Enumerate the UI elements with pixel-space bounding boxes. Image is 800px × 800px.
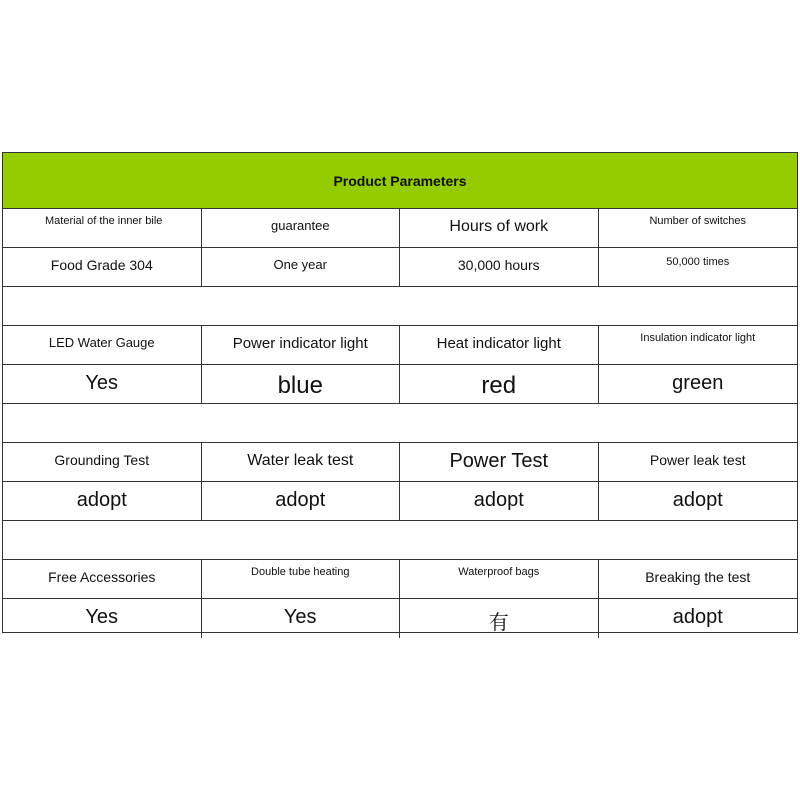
table-cell: adopt [202,482,401,520]
table-cell: LED Water Gauge [3,326,202,364]
table-row [3,443,797,482]
table-cell: Power indicator light [202,326,401,364]
table-cell: Yes [3,599,202,638]
table-cell: Yes [202,599,401,638]
table-cell: guarantee [202,209,400,247]
table-cell: Insulation indicator light [640,332,756,344]
table-cell: Grounding Test [3,443,202,481]
table-cell: Waterproof bags [400,560,599,598]
table-cell: Yes [3,365,202,403]
table-cell: Heat indicator light [400,326,599,364]
table-cell: Breaking the test [645,569,751,585]
product-parameters-table [2,152,798,633]
table-cell: adopt [400,482,599,520]
table-cell: adopt [672,606,723,628]
table-cell: Material of the inner bile [3,209,202,247]
table-row [3,209,797,248]
table-title: Product Parameters [3,153,797,209]
blank-row [3,287,797,326]
table-cell: blue [202,365,401,403]
table-cell: Double tube heating [202,560,401,598]
blank-row [3,521,797,560]
table-row [3,248,797,287]
table-cell: Power Test [400,443,599,481]
blank-row [3,404,797,443]
table-cell: Power leak test [649,452,746,468]
table-cell: Number of switches [649,215,747,227]
table-cell: green [672,372,724,394]
table-cell: adopt [672,489,723,511]
table-cell: 50,000 times [666,256,730,268]
table-row [3,365,797,404]
table-cell: Water leak test [202,443,401,481]
table-cell: adopt [3,482,202,520]
table-cell: Free Accessories [3,560,202,598]
table-row [3,560,797,599]
table-row [3,326,797,365]
table-cell: red [400,365,599,403]
table-cell: Food Grade 304 [3,248,202,286]
table-cell: 30,000 hours [400,248,599,286]
table-row [3,599,797,638]
table-row [3,482,797,521]
table-cell: Hours of work [400,209,598,247]
table-cell: One year [202,248,401,286]
table-cell: 有 [400,599,599,638]
